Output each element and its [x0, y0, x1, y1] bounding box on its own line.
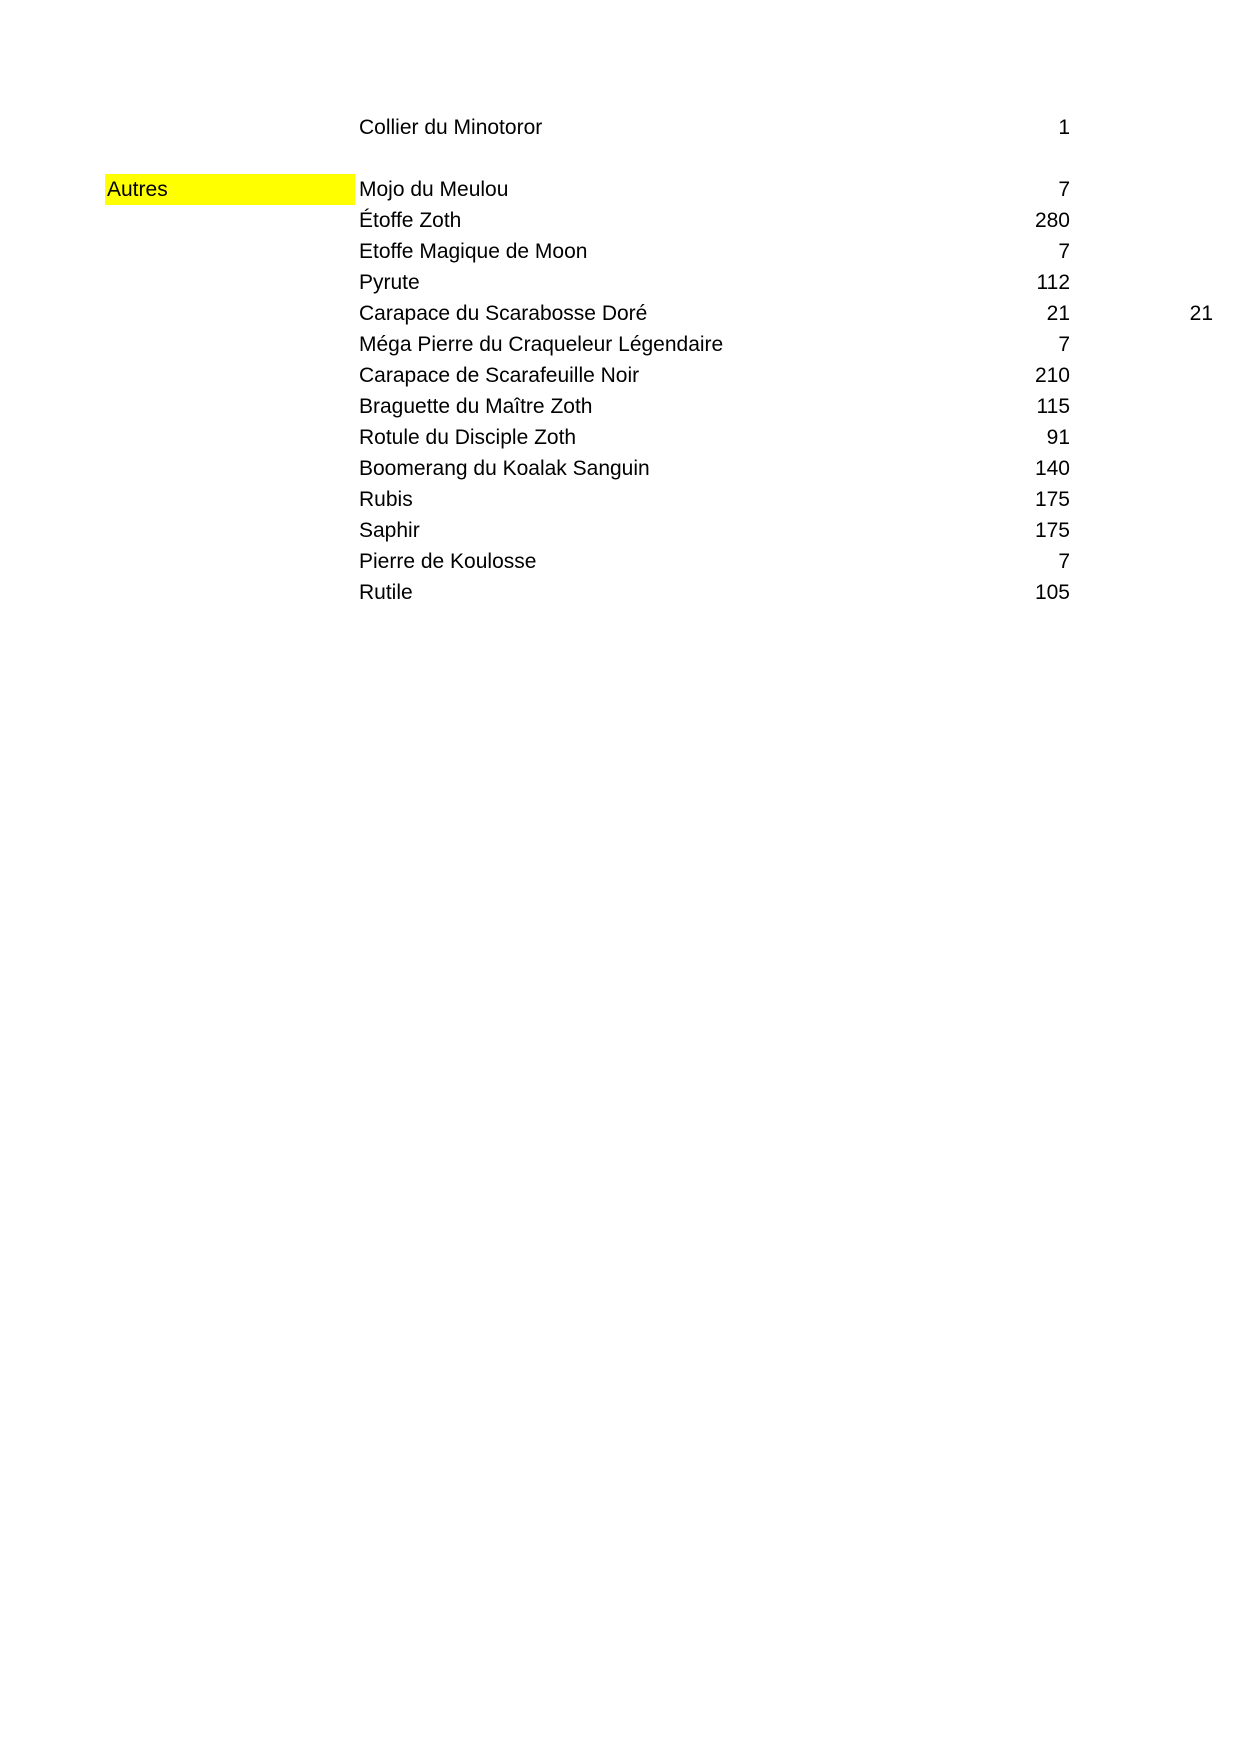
extra-cell — [1065, 205, 1213, 236]
item-name-cell: Méga Pierre du Craqueleur Légendaire — [359, 333, 724, 356]
quantity-cell: 280 — [1034, 209, 1070, 232]
table-row — [105, 267, 1125, 298]
extra-cell — [1065, 112, 1213, 143]
table-row — [105, 174, 1125, 205]
category-cell — [105, 205, 355, 236]
item-name-cell: Carapace du Scarabosse Doré — [359, 302, 648, 325]
item-name-cell: Pierre de Koulosse — [359, 550, 537, 573]
table-row — [105, 205, 1125, 236]
table-row — [105, 112, 1125, 143]
table-row — [105, 484, 1125, 515]
category-cell — [105, 298, 355, 329]
category-cell — [105, 484, 355, 515]
item-name-cell: Pyrute — [359, 271, 420, 294]
quantity-cell: 105 — [1034, 581, 1070, 604]
category-cell — [105, 329, 355, 360]
item-name-cell: Etoffe Magique de Moon — [359, 240, 588, 263]
quantity-cell: 7 — [1058, 333, 1070, 356]
item-name-cell: Carapace de Scarafeuille Noir — [359, 364, 640, 387]
quantity-cell: 21 — [1046, 302, 1070, 325]
extra-cell — [1065, 360, 1213, 391]
quantity-cell: 1 — [1058, 116, 1070, 139]
extra-cell — [1065, 577, 1213, 608]
extra-cell — [1065, 329, 1213, 360]
table-row — [105, 236, 1125, 267]
category-cell — [105, 360, 355, 391]
item-name-cell: Rotule du Disciple Zoth — [359, 426, 577, 449]
extra-cell — [1065, 546, 1213, 577]
table-row — [105, 546, 1125, 577]
quantity-cell: 115 — [1036, 395, 1070, 418]
quantity-cell: 210 — [1034, 364, 1070, 387]
category-cell — [105, 112, 355, 143]
category-cell — [105, 577, 355, 608]
category-cell — [105, 546, 355, 577]
category-cell — [105, 236, 355, 267]
extra-cell — [1065, 515, 1213, 546]
extra-cell: 21 — [1189, 302, 1213, 325]
quantity-cell: 175 — [1034, 488, 1070, 511]
extra-cell — [1065, 453, 1213, 484]
category-cell — [105, 515, 355, 546]
table-row — [105, 577, 1125, 608]
extra-cell — [1065, 391, 1213, 422]
table-row — [105, 453, 1125, 484]
item-name-cell: Rutile — [359, 581, 413, 604]
quantity-cell: 112 — [1036, 271, 1070, 294]
quantity-cell: 7 — [1058, 178, 1070, 201]
category-cell — [105, 422, 355, 453]
quantity-cell: 175 — [1034, 519, 1070, 542]
item-name-cell: Collier du Minotoror — [359, 116, 543, 139]
item-name-cell: Boomerang du Koalak Sanguin — [359, 457, 650, 480]
item-name-cell: Étoffe Zoth — [359, 209, 462, 232]
item-name-cell: Rubis — [359, 488, 413, 511]
table-row — [105, 391, 1125, 422]
table-row — [105, 298, 1213, 329]
category-cell — [105, 453, 355, 484]
category-cell — [105, 391, 355, 422]
item-name-cell: Saphir — [359, 519, 420, 542]
extra-cell — [1065, 236, 1213, 267]
table-row — [105, 422, 1125, 453]
quantity-cell: 7 — [1058, 550, 1070, 573]
extra-cell — [1065, 422, 1213, 453]
extra-cell — [1065, 267, 1213, 298]
quantity-cell: 7 — [1058, 240, 1070, 263]
quantity-cell: 91 — [1046, 426, 1070, 449]
table-row — [105, 329, 1125, 360]
table-row — [105, 360, 1125, 391]
item-name-cell: Mojo du Meulou — [359, 178, 509, 201]
category-cell-highlighted: Autres — [105, 174, 355, 205]
table-row — [105, 515, 1125, 546]
extra-cell — [1065, 484, 1213, 515]
item-name-cell: Braguette du Maître Zoth — [359, 395, 593, 418]
extra-cell — [1065, 174, 1213, 205]
category-cell — [105, 267, 355, 298]
quantity-cell: 140 — [1034, 457, 1070, 480]
